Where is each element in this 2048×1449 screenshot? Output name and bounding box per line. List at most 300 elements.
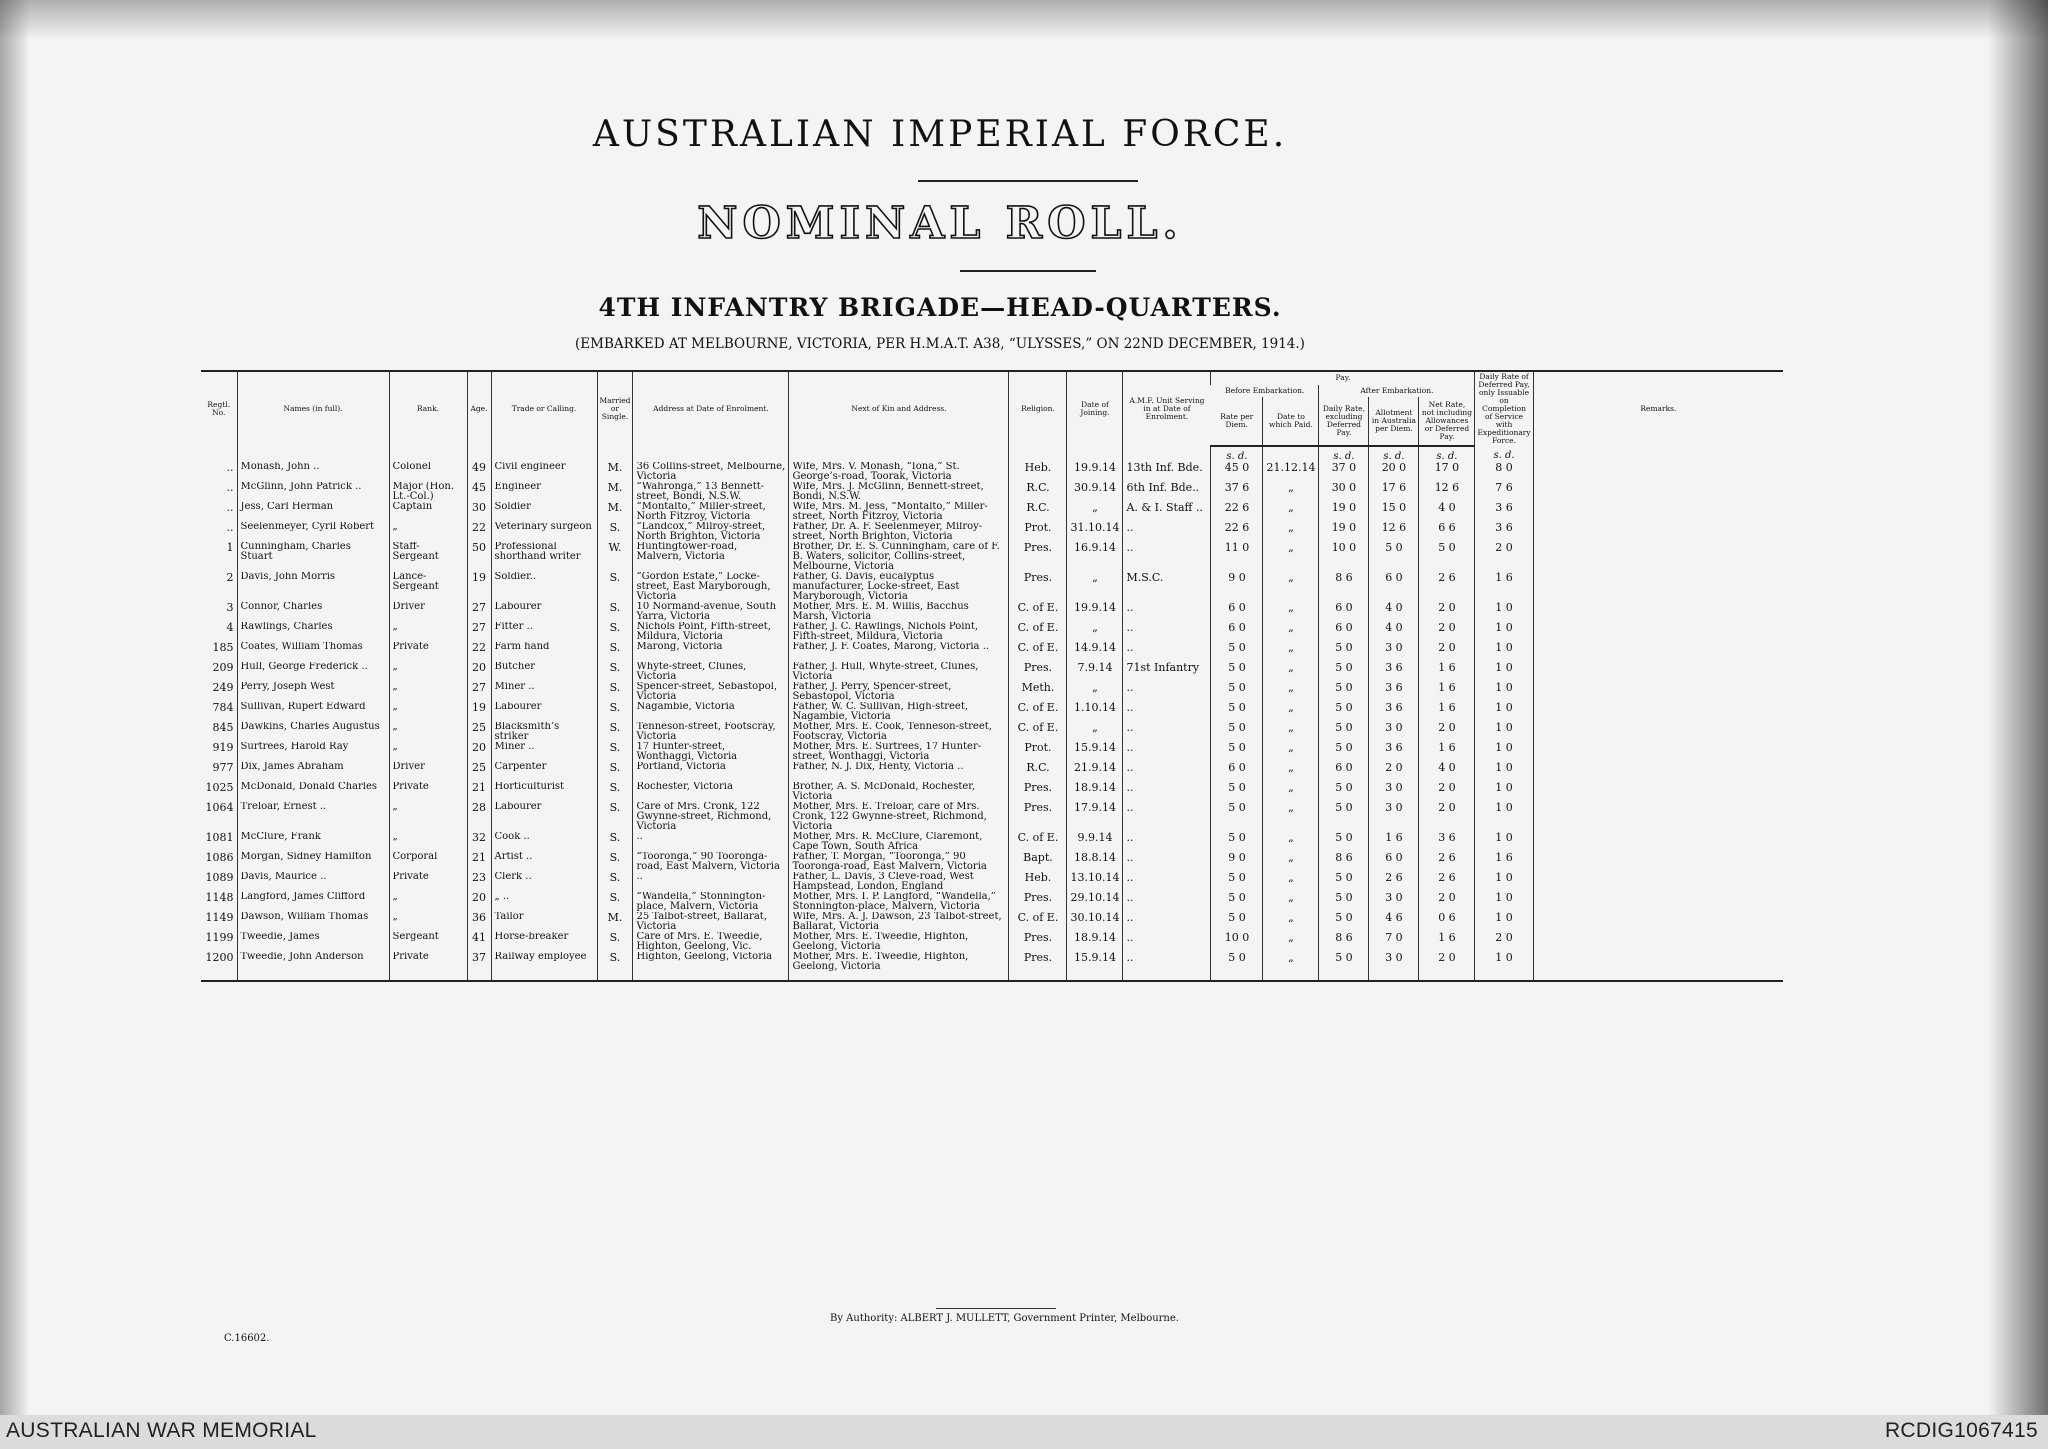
date-paid: „	[1263, 932, 1319, 952]
deferred-pay: 1 0	[1475, 642, 1533, 662]
address: “Wahronga,” 13 Bennett-street, Bondi, N.S.W.	[633, 482, 789, 502]
unit-sd: s. d.	[1475, 446, 1533, 462]
deferred-pay: 3 6	[1475, 502, 1533, 522]
next-of-kin: Father, G. Davis, eucalyptus manufacturer, Locke-street, East Maryborough, Victoria	[789, 572, 1009, 602]
daily-rate: 5 0	[1319, 892, 1369, 912]
allotment: 3 6	[1369, 702, 1419, 722]
date-paid: „	[1263, 872, 1319, 892]
remarks-cell	[1533, 852, 1783, 872]
date-paid: „	[1263, 832, 1319, 852]
trade: Artist ..	[491, 852, 597, 872]
unit-heading: 4TH INFANTRY BRIGADE—HEAD-QUARTERS.	[598, 293, 1282, 322]
daily-rate: 5 0	[1319, 782, 1369, 802]
soldier-name: Tweedie, John Anderson	[237, 952, 389, 981]
table-row	[201, 642, 1783, 662]
soldier-name: Davis, Maurice ..	[237, 872, 389, 892]
address: 17 Hunter-street, Wonthaggi, Victoria	[633, 742, 789, 762]
date-joined: 15.9.14	[1067, 952, 1123, 981]
net-rate: 5 0	[1419, 542, 1475, 572]
soldier-name: Cunningham, Charles Stuart	[237, 542, 389, 572]
date-paid: „	[1263, 852, 1319, 872]
deferred-pay: 1 0	[1475, 602, 1533, 622]
trade: Miner ..	[491, 682, 597, 702]
address: Tenneson-street, Footscray, Victoria	[633, 722, 789, 742]
date-joined: 21.9.14	[1067, 762, 1123, 782]
rank: „	[389, 622, 467, 642]
address: Nichols Point, Fifth-street, Mildura, Victoria	[633, 622, 789, 642]
date-joined: 30.10.14	[1067, 912, 1123, 932]
trade: Fitter ..	[491, 622, 597, 642]
amf-unit: ..	[1123, 702, 1211, 722]
marital-status: S.	[597, 782, 633, 802]
rate-per-diem: 22 6	[1211, 502, 1263, 522]
amf-unit: ..	[1123, 542, 1211, 572]
col-age: Age.	[467, 371, 491, 446]
remarks-cell	[1533, 502, 1783, 522]
net-rate: 2 0	[1419, 952, 1475, 981]
religion: Pres.	[1009, 782, 1067, 802]
date-joined: „	[1067, 502, 1123, 522]
regtl-no: 845	[212, 722, 234, 734]
address: ..	[633, 872, 789, 892]
date-paid: „	[1263, 802, 1319, 832]
col-names: Names (in full).	[237, 371, 389, 446]
religion: C. of E.	[1009, 912, 1067, 932]
col-daily-rate: Daily Rate, excluding Deferred Pay.	[1319, 397, 1369, 446]
marital-status: S.	[597, 722, 633, 742]
next-of-kin: Wife, Mrs. M. Jess, “Montalto,” Miller-street, North Fitzroy, Victoria	[789, 502, 1009, 522]
address: ..	[633, 832, 789, 852]
date-paid: „	[1263, 482, 1319, 502]
soldier-name: Hull, George Frederick ..	[237, 662, 389, 682]
regtl-no: 1089	[205, 872, 234, 884]
rank: Colonel	[389, 462, 467, 482]
rate-per-diem: 5 0	[1211, 722, 1263, 742]
amf-unit: ..	[1123, 622, 1211, 642]
archive-id: RCDIG1067415	[1884, 1419, 2038, 1442]
net-rate: 2 6	[1419, 872, 1475, 892]
address: Huntingtower-road, Malvern, Victoria	[633, 542, 789, 572]
daily-rate: 6 0	[1319, 602, 1369, 622]
amf-unit: ..	[1123, 642, 1211, 662]
rank: „	[389, 722, 467, 742]
date-paid: 21.12.14	[1263, 462, 1319, 482]
amf-unit: ..	[1123, 722, 1211, 742]
net-rate: 1 6	[1419, 682, 1475, 702]
remarks-cell	[1533, 542, 1783, 572]
age: 36	[467, 912, 491, 932]
rank: „	[389, 742, 467, 762]
date-paid: „	[1263, 722, 1319, 742]
scan-edge-right	[1988, 0, 2048, 1415]
amf-unit: ..	[1123, 892, 1211, 912]
remarks-cell	[1533, 482, 1783, 502]
date-joined: 29.10.14	[1067, 892, 1123, 912]
remarks-cell	[1533, 872, 1783, 892]
allotment: 2 6	[1369, 872, 1419, 892]
religion: Prot.	[1009, 742, 1067, 762]
marital-status: M.	[597, 912, 633, 932]
age: 32	[467, 832, 491, 852]
net-rate: 2 0	[1419, 642, 1475, 662]
printer-authority: By Authority: ALBERT J. MULLETT, Government Printer, Melbourne.	[830, 1313, 1179, 1324]
soldier-name: Treloar, Ernest ..	[237, 802, 389, 832]
next-of-kin: Mother, Mrs. E. Cook, Tenneson-street, Footscray, Victoria	[789, 722, 1009, 742]
religion: Meth.	[1009, 682, 1067, 702]
date-paid: „	[1263, 602, 1319, 622]
col-address: Address at Date of Enrolment.	[633, 371, 789, 446]
date-joined: 7.9.14	[1067, 662, 1123, 682]
regtl-no: 185	[212, 642, 234, 654]
address: 36 Collins-street, Melbourne, Victoria	[633, 462, 789, 482]
next-of-kin: Wife, Mrs. V. Monash, “Iona,” St. George’s-road, Toorak, Victoria	[789, 462, 1009, 482]
table-row	[201, 742, 1783, 762]
remarks-cell	[1533, 762, 1783, 782]
rate-per-diem: 22 6	[1211, 522, 1263, 542]
remarks-cell	[1533, 522, 1783, 542]
rank: „	[389, 912, 467, 932]
deferred-pay: 1 0	[1475, 952, 1533, 981]
table-row	[201, 622, 1783, 642]
date-joined: 31.10.14	[1067, 522, 1123, 542]
unit-sd: s. d.	[1319, 446, 1369, 462]
deferred-pay: 1 0	[1475, 912, 1533, 932]
col-date-joining: Date of Joining.	[1067, 371, 1123, 446]
allotment: 2 0	[1369, 762, 1419, 782]
rate-per-diem: 5 0	[1211, 912, 1263, 932]
col-amf-unit: A.M.F. Unit Serving in at Date of Enrolment.	[1123, 371, 1211, 446]
title-rule-2	[960, 270, 1096, 272]
trade: Horticulturist	[491, 782, 597, 802]
daily-rate: 37 0	[1319, 462, 1369, 482]
marital-status: S.	[597, 932, 633, 952]
allotment: 3 0	[1369, 722, 1419, 742]
remarks-cell	[1533, 832, 1783, 852]
marital-status: S.	[597, 662, 633, 682]
religion: C. of E.	[1009, 702, 1067, 722]
rank: Major (Hon. Lt.-Col.)	[389, 482, 467, 502]
trade: Labourer	[491, 802, 597, 832]
next-of-kin: Father, W. C. Sullivan, High-street, Nagambie, Victoria	[789, 702, 1009, 722]
col-next-of-kin: Next of Kin and Address.	[789, 371, 1009, 446]
date-joined: „	[1067, 622, 1123, 642]
form-code: C.16602.	[224, 1333, 270, 1344]
regtl-no: 209	[212, 662, 234, 674]
religion: Pres.	[1009, 802, 1067, 832]
next-of-kin: Father, J. Perry, Spencer-street, Sebastopol, Victoria	[789, 682, 1009, 702]
next-of-kin: Wife, Mrs. J. McGlinn, Bennett-street, Bondi, N.S.W.	[789, 482, 1009, 502]
soldier-name: Tweedie, James	[237, 932, 389, 952]
document-subtitle: NOMINAL ROLL.	[697, 198, 1183, 249]
age: 45	[467, 482, 491, 502]
daily-rate: 19 0	[1319, 522, 1369, 542]
soldier-name: Sullivan, Rupert Edward	[237, 702, 389, 722]
daily-rate: 5 0	[1319, 872, 1369, 892]
daily-rate: 8 6	[1319, 852, 1369, 872]
net-rate: 2 0	[1419, 602, 1475, 622]
regtl-no: 1149	[205, 912, 234, 924]
amf-unit: ..	[1123, 602, 1211, 622]
allotment: 3 0	[1369, 892, 1419, 912]
remarks-cell	[1533, 782, 1783, 802]
date-joined: „	[1067, 722, 1123, 742]
marital-status: S.	[597, 682, 633, 702]
address: Nagambie, Victoria	[633, 702, 789, 722]
remarks-cell	[1533, 742, 1783, 762]
regtl-no: 784	[212, 702, 234, 714]
remarks-cell	[1533, 642, 1783, 662]
title-rule-1	[918, 180, 1138, 182]
table-row	[201, 572, 1783, 602]
footer-rule	[936, 1308, 1056, 1309]
age: 22	[467, 642, 491, 662]
age: 19	[467, 572, 491, 602]
daily-rate: 5 0	[1319, 702, 1369, 722]
age: 27	[467, 602, 491, 622]
net-rate: 2 0	[1419, 802, 1475, 832]
archive-name: AUSTRALIAN WAR MEMORIAL	[6, 1419, 317, 1442]
rate-per-diem: 5 0	[1211, 682, 1263, 702]
amf-unit: 71st Infantry	[1123, 662, 1211, 682]
rank: „	[389, 832, 467, 852]
allotment: 20 0	[1369, 462, 1419, 482]
marital-status: S.	[597, 852, 633, 872]
table-row	[201, 722, 1783, 742]
rate-per-diem: 5 0	[1211, 662, 1263, 682]
trade: Professional shorthand writer	[491, 542, 597, 572]
daily-rate: 10 0	[1319, 542, 1369, 572]
date-joined: 19.9.14	[1067, 462, 1123, 482]
address: Care of Mrs. E. Tweedie, Highton, Geelong, Vic.	[633, 932, 789, 952]
address: 25 Talbot-street, Ballarat, Victoria	[633, 912, 789, 932]
col-remarks: Remarks.	[1533, 371, 1783, 446]
regtl-no: 1025	[205, 782, 234, 794]
deferred-pay: 1 6	[1475, 572, 1533, 602]
amf-unit: M.S.C.	[1123, 572, 1211, 602]
age: 50	[467, 542, 491, 572]
remarks-cell	[1533, 722, 1783, 742]
net-rate: 17 0	[1419, 462, 1475, 482]
date-joined: 14.9.14	[1067, 642, 1123, 662]
net-rate: 2 0	[1419, 622, 1475, 642]
deferred-pay: 2 0	[1475, 542, 1533, 572]
rank: Private	[389, 642, 467, 662]
daily-rate: 30 0	[1319, 482, 1369, 502]
rate-per-diem: 45 0	[1211, 462, 1263, 482]
trade: Horse-breaker	[491, 932, 597, 952]
embarkation-note: (EMBARKED AT MELBOURNE, VICTORIA, PER H.M.A.T. A38, “ULYSSES,” ON 22ND DECEMBER, 1914.)	[575, 336, 1305, 352]
unit-sd: s. d.	[1419, 446, 1475, 462]
rate-per-diem: 5 0	[1211, 892, 1263, 912]
rate-per-diem: 6 0	[1211, 602, 1263, 622]
address: “Landcox,” Milroy-street, North Brighton, Victoria	[633, 522, 789, 542]
allotment: 4 0	[1369, 622, 1419, 642]
trade: Soldier..	[491, 572, 597, 602]
rate-per-diem: 5 0	[1211, 952, 1263, 981]
date-paid: „	[1263, 742, 1319, 762]
trade: Cook ..	[491, 832, 597, 852]
regtl-no: ..	[226, 462, 234, 474]
deferred-pay: 7 6	[1475, 482, 1533, 502]
table-row	[201, 932, 1783, 952]
allotment: 6 0	[1369, 572, 1419, 602]
remarks-cell	[1533, 662, 1783, 682]
next-of-kin: Father, J. C. Rawlings, Nichols Point, Fifth-street, Mildura, Victoria	[789, 622, 1009, 642]
regtl-no: 1086	[205, 852, 234, 864]
date-joined: 30.9.14	[1067, 482, 1123, 502]
religion: Prot.	[1009, 522, 1067, 542]
date-joined: 18.9.14	[1067, 932, 1123, 952]
net-rate: 2 6	[1419, 852, 1475, 872]
date-paid: „	[1263, 642, 1319, 662]
address: Portland, Victoria	[633, 762, 789, 782]
age: 27	[467, 682, 491, 702]
religion: Heb.	[1009, 462, 1067, 482]
allotment: 17 6	[1369, 482, 1419, 502]
date-paid: „	[1263, 762, 1319, 782]
age: 25	[467, 762, 491, 782]
trade: Soldier	[491, 502, 597, 522]
remarks-cell	[1533, 702, 1783, 722]
rate-per-diem: 5 0	[1211, 642, 1263, 662]
marital-status: S.	[597, 572, 633, 602]
rate-per-diem: 5 0	[1211, 872, 1263, 892]
remarks-cell	[1533, 892, 1783, 912]
religion: R.C.	[1009, 482, 1067, 502]
col-pay: Pay.	[1211, 371, 1475, 385]
col-before-embarkation: Before Embarkation.	[1225, 385, 1305, 395]
trade: Tailor	[491, 912, 597, 932]
marital-status: S.	[597, 622, 633, 642]
table-header-row	[201, 371, 1783, 385]
rate-per-diem: 5 0	[1211, 782, 1263, 802]
date-paid: „	[1263, 572, 1319, 602]
table-row	[201, 702, 1783, 722]
next-of-kin: Father, Dr. A. F. Seelenmeyer, Milroy-street, North Brighton, Victoria	[789, 522, 1009, 542]
trade: Butcher	[491, 662, 597, 682]
date-joined: 18.8.14	[1067, 852, 1123, 872]
rank: Corporal	[389, 852, 467, 872]
marital-status: S.	[597, 742, 633, 762]
marital-status: S.	[597, 832, 633, 852]
next-of-kin: Mother, Mrs. E. Tweedie, Highton, Geelong, Victoria	[789, 952, 1009, 981]
address: 10 Normand-avenue, South Yarra, Victoria	[633, 602, 789, 622]
daily-rate: 5 0	[1319, 832, 1369, 852]
rate-per-diem: 6 0	[1211, 762, 1263, 782]
remarks-cell	[1533, 622, 1783, 642]
allotment: 4 0	[1369, 602, 1419, 622]
rate-per-diem: 6 0	[1211, 622, 1263, 642]
trade: Engineer	[491, 482, 597, 502]
next-of-kin: Father, J. F. Coates, Marong, Victoria ..	[789, 642, 1009, 662]
net-rate: 0 6	[1419, 912, 1475, 932]
table-row	[201, 832, 1783, 852]
table-row	[201, 852, 1783, 872]
trade: Labourer	[491, 602, 597, 622]
next-of-kin: Father, N. J. Dix, Henty, Victoria ..	[789, 762, 1009, 782]
table-row	[201, 782, 1783, 802]
remarks-cell	[1533, 682, 1783, 702]
religion: C. of E.	[1009, 602, 1067, 622]
daily-rate: 5 0	[1319, 802, 1369, 832]
deferred-pay: 2 0	[1475, 932, 1533, 952]
address: “Montalto,” Miller-street, North Fitzroy, Victoria	[633, 502, 789, 522]
soldier-name: Rawlings, Charles	[237, 622, 389, 642]
allotment: 6 0	[1369, 852, 1419, 872]
soldier-name: Coates, William Thomas	[237, 642, 389, 662]
amf-unit: 13th Inf. Bde.	[1123, 462, 1211, 482]
net-rate: 3 6	[1419, 832, 1475, 852]
table-row	[201, 602, 1783, 622]
age: 22	[467, 522, 491, 542]
date-paid: „	[1263, 702, 1319, 722]
deferred-pay: 8 0	[1475, 462, 1533, 482]
age: 41	[467, 932, 491, 952]
deferred-pay: 1 0	[1475, 802, 1533, 832]
table-row	[201, 892, 1783, 912]
age: 23	[467, 872, 491, 892]
marital-status: S.	[597, 642, 633, 662]
net-rate: 1 6	[1419, 702, 1475, 722]
next-of-kin: Brother, Dr. E. S. Cunningham, care of F. B. Waters, solicitor, Collins-street, Melbourne, Victoria	[789, 542, 1009, 572]
address: Whyte-street, Clunes, Victoria	[633, 662, 789, 682]
rank: „	[389, 702, 467, 722]
col-deferred: Daily Rate of Deferred Pay, only Issuable on Completion of Service with Expeditionary Force.	[1475, 371, 1533, 446]
soldier-name: Surtrees, Harold Ray	[237, 742, 389, 762]
daily-rate: 5 0	[1319, 682, 1369, 702]
religion: R.C.	[1009, 762, 1067, 782]
daily-rate: 6 0	[1319, 622, 1369, 642]
date-joined: „	[1067, 572, 1123, 602]
table-row	[201, 662, 1783, 682]
daily-rate: 8 6	[1319, 572, 1369, 602]
table-row	[201, 952, 1783, 981]
next-of-kin: Mother, Mrs. E. Tweedie, Highton, Geelong, Victoria	[789, 932, 1009, 952]
age: 21	[467, 852, 491, 872]
date-joined: 17.9.14	[1067, 802, 1123, 832]
allotment: 4 6	[1369, 912, 1419, 932]
rank: „	[389, 892, 467, 912]
soldier-name: Monash, John ..	[237, 462, 389, 482]
rank: Sergeant	[389, 932, 467, 952]
marital-status: M.	[597, 502, 633, 522]
age: 20	[467, 662, 491, 682]
date-paid: „	[1263, 622, 1319, 642]
address: “Gordon Estate,” Locke-street, East Maryborough, Victoria	[633, 572, 789, 602]
trade: Veterinary surgeon	[491, 522, 597, 542]
remarks-cell	[1533, 912, 1783, 932]
rank: „	[389, 662, 467, 682]
trade: Miner ..	[491, 742, 597, 762]
address: Spencer-street, Sebastopol, Victoria	[633, 682, 789, 702]
deferred-pay: 1 0	[1475, 782, 1533, 802]
regtl-no: ..	[226, 482, 234, 494]
net-rate: 6 6	[1419, 522, 1475, 542]
deferred-pay: 1 0	[1475, 722, 1533, 742]
col-net-rate: Net Rate, not including Allowances or Deferred Pay.	[1419, 397, 1475, 446]
age: 21	[467, 782, 491, 802]
allotment: 15 0	[1369, 502, 1419, 522]
regtl-no: 1	[226, 542, 234, 554]
net-rate: 2 6	[1419, 572, 1475, 602]
net-rate: 1 6	[1419, 932, 1475, 952]
allotment: 5 0	[1369, 542, 1419, 572]
marital-status: M.	[597, 482, 633, 502]
daily-rate: 5 0	[1319, 912, 1369, 932]
next-of-kin: Mother, Mrs. E. Surtrees, 17 Hunter-street, Wonthaggi, Victoria	[789, 742, 1009, 762]
regtl-no: 919	[212, 742, 234, 754]
age: 30	[467, 502, 491, 522]
